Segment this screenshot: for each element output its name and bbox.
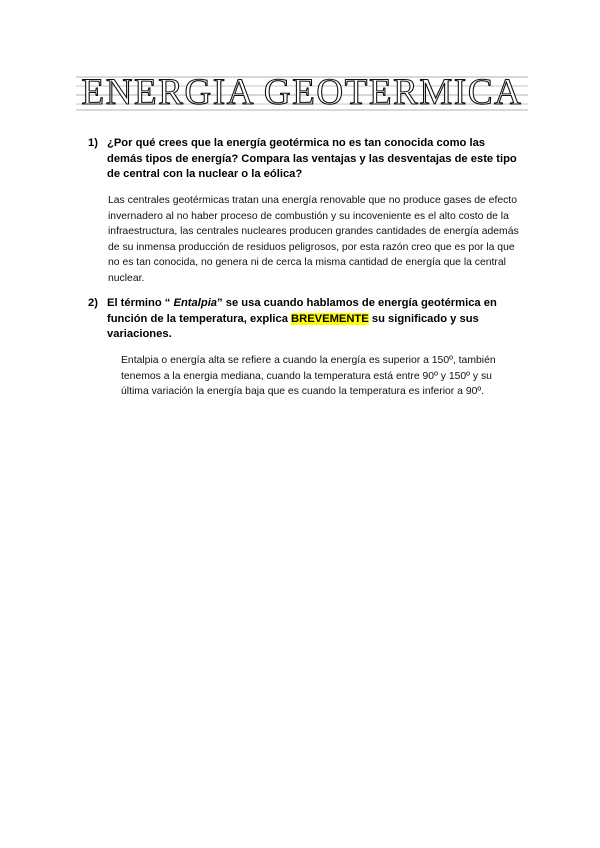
- term-entalpia: Entalpia: [173, 297, 218, 309]
- question-text: [107, 296, 517, 343]
- title-wordart: [76, 72, 528, 114]
- document-title: ENERGIA GEOTERMICA: [81, 72, 523, 113]
- highlighted-word: BREVEMENTE: [291, 312, 369, 325]
- answer-2: Entalpia o energía alta se refiere a cuando la energía es superior a 150º, también tenemos a la energia mediana, cuando la temperatura está entre 90º y 150º y su última variación la energía baja que es cuando la temperatura es inferior a 90º.: [121, 355, 496, 397]
- question-text: ¿Por qué crees que la energía geotérmica no es tan conocida como las demás tipos de energía? Compara las ventajas y las desventajas de este tipo de central con la nuclear o la eólica?: [107, 137, 517, 180]
- question-text-start: El término “: [107, 297, 174, 309]
- question-text-middle: ” se usa cuando hablamos de energía geotérmica en función de la temperatura, explica: [107, 297, 497, 325]
- answer-1: Las centrales geotérmicas tratan una energía renovable que no produce gases de efecto invernadero al no haber proceso de combustión y su incoveniente es el alto costo de la infraestructura, las centrales nucleares producen grandes cantidades de energía además de su inmensa producción de residuos peligrosos, por esta razón creo que es por la que no es tan conocida, no genera ni de cerca la misma cantidad de energía que la central nuclear.: [108, 195, 519, 284]
- question-number: 1): [88, 137, 98, 149]
- question-number: 2): [88, 297, 98, 309]
- question-text-end: su significado y sus variaciones.: [107, 312, 479, 340]
